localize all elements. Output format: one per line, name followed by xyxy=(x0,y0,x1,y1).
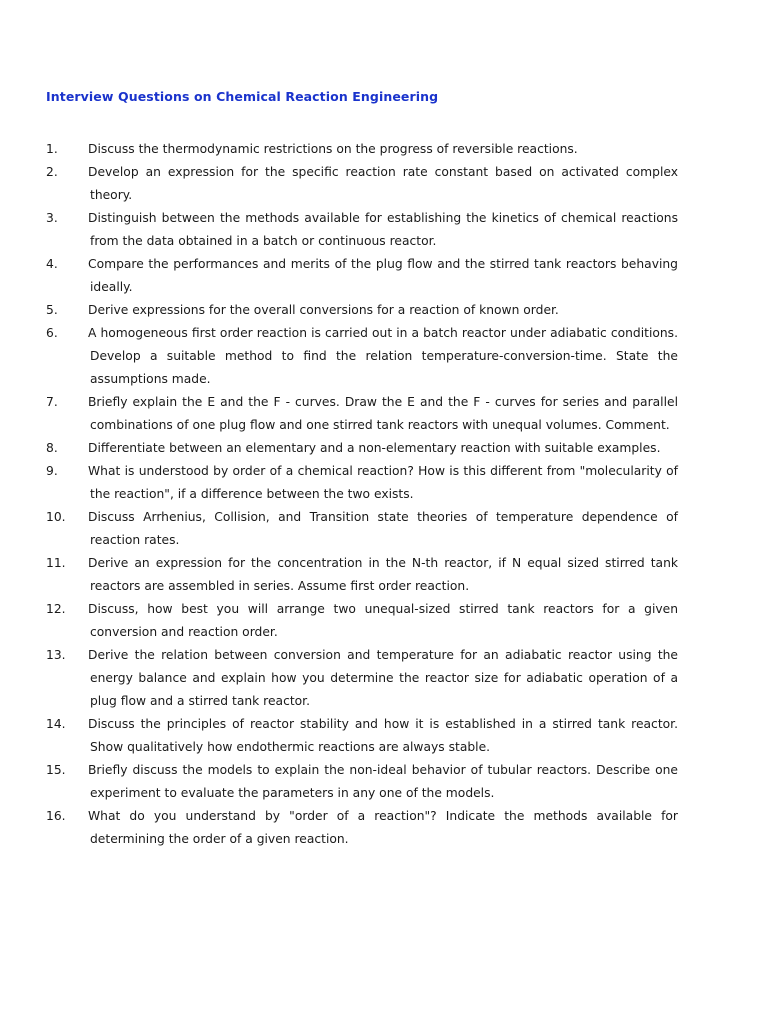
question-item xyxy=(46,506,678,552)
question-text: Develop an expression for the specific reaction rate constant based on activated complex theory. xyxy=(88,165,678,202)
question-item xyxy=(46,299,678,322)
document-title: Interview Questions on Chemical Reaction Engineering xyxy=(46,89,439,104)
question-item xyxy=(46,437,678,460)
question-number: 7. xyxy=(46,395,58,409)
question-text: Discuss Arrhenius, Collision, and Transition state theories of temperature dependence of reaction rates. xyxy=(88,510,678,547)
question-item xyxy=(46,552,678,598)
question-item xyxy=(46,598,678,644)
question-number: 3. xyxy=(46,211,58,225)
question-text: Briefly explain the E and the F - curves. Draw the E and the F - curves for series and parallel combinations of one plug flow and one stirred tank reactors with unequal volumes. Comment. xyxy=(88,395,678,432)
question-text: Compare the performances and merits of the plug flow and the stirred tank reactors behaving ideally. xyxy=(88,257,678,294)
question-number: 4. xyxy=(46,257,58,271)
question-number: 9. xyxy=(46,464,58,478)
question-text: Differentiate between an elementary and a non-elementary reaction with suitable examples. xyxy=(88,441,661,455)
question-item xyxy=(46,253,678,299)
question-item xyxy=(46,161,678,207)
question-number: 15. xyxy=(46,763,66,777)
question-item xyxy=(46,759,678,805)
question-item xyxy=(46,138,678,161)
question-number: 14. xyxy=(46,717,66,731)
question-text: Discuss the thermodynamic restrictions on the progress of reversible reactions. xyxy=(88,142,578,156)
question-text: Derive an expression for the concentration in the N-th reactor, if N equal sized stirred tank reactors are assembled in series. Assume first order reaction. xyxy=(88,556,678,593)
question-text: Briefly discuss the models to explain the non-ideal behavior of tubular reactors. Describe one experiment to evaluate the parameters in any one of the models. xyxy=(88,763,678,800)
question-item xyxy=(46,391,678,437)
question-number: 8. xyxy=(46,441,58,455)
question-list xyxy=(46,138,678,851)
question-text: Derive expressions for the overall conversions for a reaction of known order. xyxy=(88,303,559,317)
question-text: Derive the relation between conversion and temperature for an adiabatic reactor using the energy balance and explain how you determine the reactor size for adiabatic operation of a plug flow and a stirred tank reactor. xyxy=(88,648,678,708)
question-text: What do you understand by "order of a reaction"? Indicate the methods available for determining the order of a given reaction. xyxy=(88,809,678,846)
question-number: 13. xyxy=(46,648,66,662)
question-text: Discuss the principles of reactor stability and how it is established in a stirred tank reactor. Show qualitatively how endothermic reactions are always stable. xyxy=(88,717,678,754)
question-number: 11. xyxy=(46,556,66,570)
question-number: 6. xyxy=(46,326,58,340)
question-item xyxy=(46,460,678,506)
question-text: What is understood by order of a chemical reaction? How is this different from "molecularity of the reaction", if a difference between the two exists. xyxy=(88,464,678,501)
question-item xyxy=(46,644,678,713)
question-text: Discuss, how best you will arrange two unequal-sized stirred tank reactors for a given conversion and reaction order. xyxy=(88,602,678,639)
question-number: 12. xyxy=(46,602,66,616)
question-number: 1. xyxy=(46,142,58,156)
question-item xyxy=(46,207,678,253)
question-item xyxy=(46,322,678,391)
question-text: A homogeneous first order reaction is carried out in a batch reactor under adiabatic conditions. Develop a suitable method to find the relation temperature-conversion-time. State the assumptions made. xyxy=(88,326,678,386)
question-number: 2. xyxy=(46,165,58,179)
question-text: Distinguish between the methods available for establishing the kinetics of chemical reactions from the data obtained in a batch or continuous reactor. xyxy=(88,211,678,248)
question-number: 5. xyxy=(46,303,58,317)
question-number: 16. xyxy=(46,809,66,823)
question-number: 10. xyxy=(46,510,66,524)
question-item xyxy=(46,805,678,851)
question-item xyxy=(46,713,678,759)
